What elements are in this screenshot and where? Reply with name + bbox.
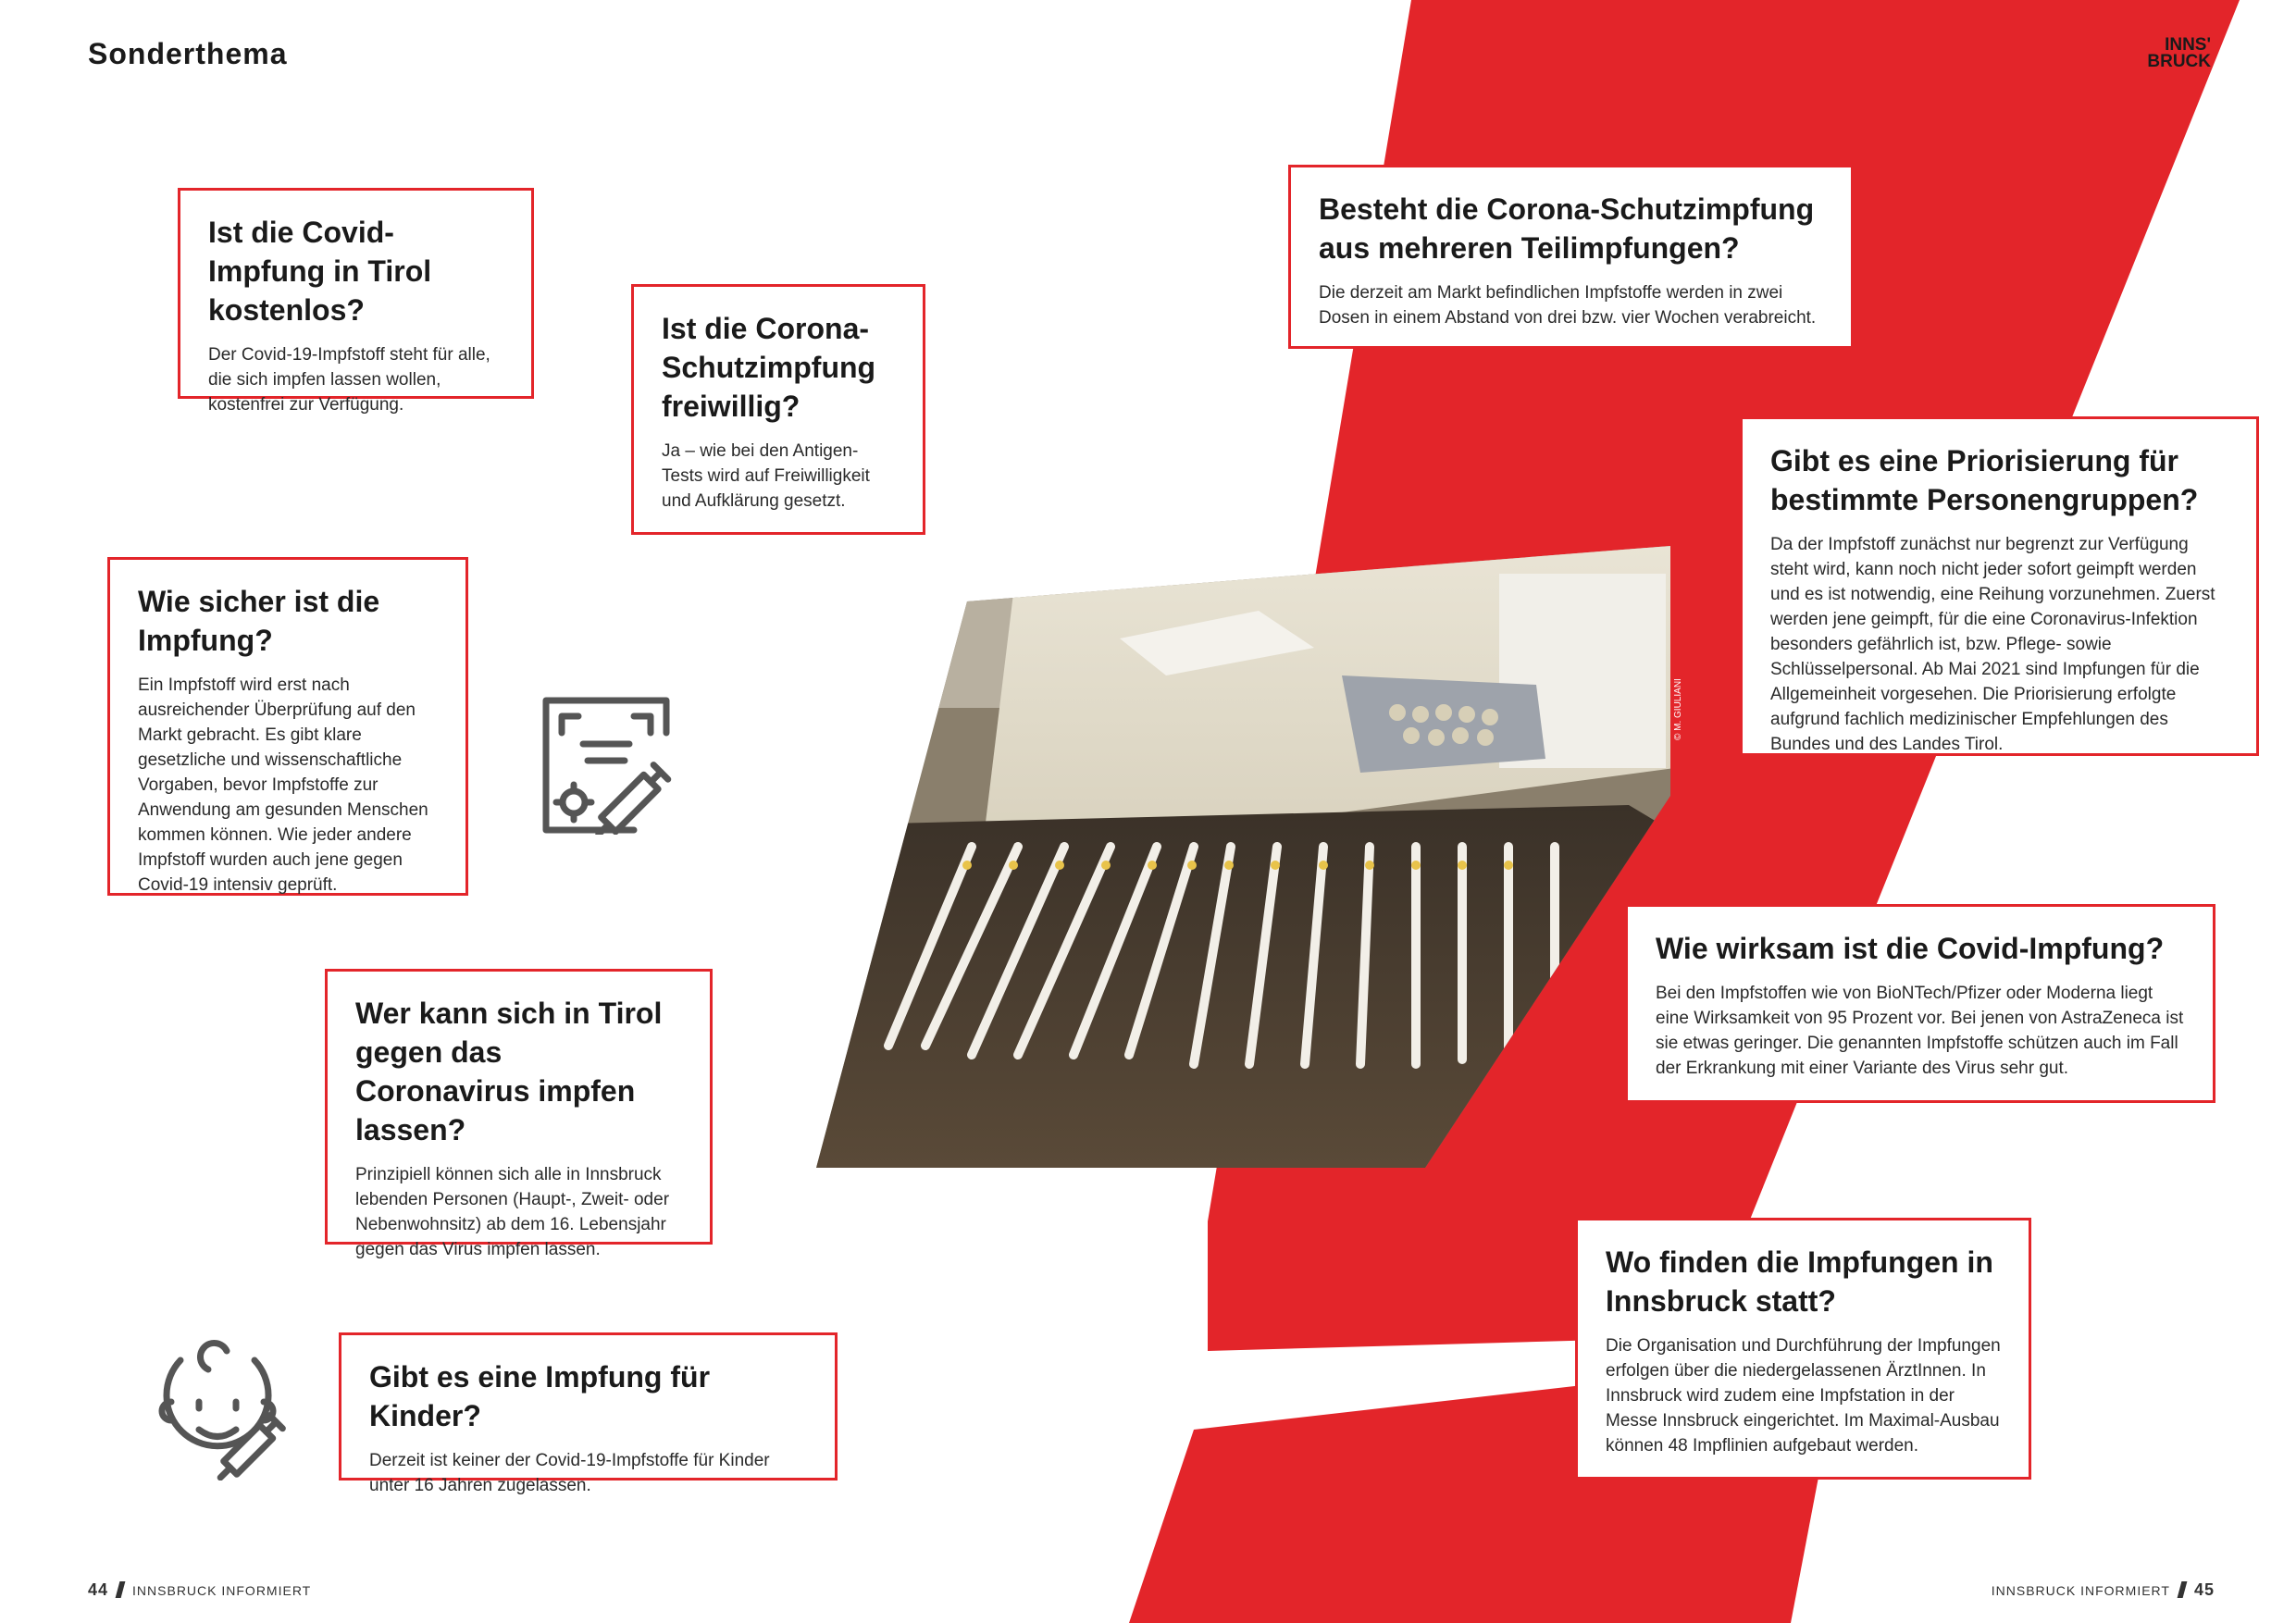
faq-answer: Bei den Impfstoffen wie von BioNTech/Pfizer oder Moderna liegt eine Wirksamkeit von 95 Prozent vor. Bei jenen von AstraZeneca ist sie etwas geringer. Die genannten Impfstoffe schützen auch im Fall der Erkrankung mit einer Variante des Virus sehr gut. (1656, 984, 2184, 1078)
vaccine-certificate-icon (541, 696, 689, 835)
page-number: 44 (88, 1580, 109, 1599)
faq-question: Gibt es eine Impfung für Kinder? (369, 1360, 711, 1432)
innsbruck-logo: INNS' BRUCK (2147, 35, 2211, 71)
faq-answer: Derzeit ist keiner der Covid-19-Impfstoffe für Kinder unter 16 Jahren zugelassen. (369, 1451, 770, 1495)
faq-card-kinder (339, 1332, 838, 1495)
page-number: 45 (2193, 1580, 2215, 1599)
divider (116, 1581, 126, 1598)
faq-answer: Da der Impfstoff zunächst nur begrenzt zur Verfügung steht wird, kann noch nicht jeder sofort geimpft werden und es ist notwendig, eine Reihung vorzunehmen. Zuerst werden jene geimpft, für die eine Coronavirus-Infektion besonders gefährlich ist, bzw. Pflege- sowie Schlüsselpersonal. Ab Mai 2021 sind Impfungen für die Allgemeinheit vorgesehen. Die Priorisierung erfolgte aufgrund fachlich medizinischer Empfehlungen des Bundes und des Landes Tirol. (1770, 535, 2215, 754)
faq-card-teilimpfungen (1288, 165, 1854, 349)
faq-card-wer (325, 969, 713, 1259)
faq-answer: Der Covid-19-Impfstoff steht für alle, die sich impfen lassen wollen, kostenfrei zur Verfügung. (208, 345, 490, 415)
divider (2178, 1581, 2188, 1598)
faq-card-sicher (107, 557, 468, 896)
faq-answer: Die Organisation und Durchführung der Impfungen erfolgen über die niedergelassenen ÄrztInnen. In Innsbruck wird zudem eine Impfstation in der Messe Innsbruck eingerichtet. Im Maximal-Ausbau können 48 Impflinien aufgebaut werden. (1606, 1336, 2001, 1456)
faq-question: Wie sicher ist die Impfung? (138, 585, 380, 657)
footer-label: INNSBRUCK INFORMIERT (132, 1583, 312, 1598)
faq-card-wo (1575, 1218, 2031, 1480)
baby-vaccine-icon (148, 1332, 305, 1481)
faq-card-priorisierung (1740, 416, 2259, 756)
faq-card-freiwillig (631, 284, 925, 535)
faq-question: Wie wirksam ist die Covid-Impfung? (1656, 932, 2165, 965)
faq-question: Besteht die Corona-Schutzimpfung aus mehreren Teilimpfungen? (1319, 192, 1815, 265)
faq-question: Ist die Corona-Schutzimpfung freiwillig? (662, 312, 876, 423)
faq-answer: Ein Impfstoff wird erst nach ausreichender Überprüfung auf den Markt gebracht. Es gibt klare gesetzliche und wissenschaftliche Vorgaben, bevor Impfstoffe zur Anwendung am gesunden Menschen kommen können. Wie jeder andere Impfstoff wurden auch jene gegen Covid-19 intensiv geprüft. (138, 675, 428, 895)
footer-left (88, 1580, 311, 1600)
faq-question: Gibt es eine Priorisierung für bestimmte Personengruppen? (1770, 444, 2199, 516)
footer-right (1992, 1580, 2215, 1600)
section-title: Sonderthema (88, 37, 288, 70)
faq-question: Wo finden die Impfungen in Innsbruck statt? (1606, 1245, 1993, 1318)
faq-card-kostenlos (178, 188, 534, 415)
faq-answer: Die derzeit am Markt befindlichen Impfstoffe werden in zwei Dosen in einem Abstand von drei bzw. vier Wochen verabreicht. (1319, 283, 1817, 328)
faq-answer: Ja – wie bei den Antigen-Tests wird auf Freiwilligkeit und Aufklärung gesetzt. (662, 441, 870, 511)
faq-question: Ist die Covid-Impfung in Tirol kostenlos? (208, 216, 432, 327)
faq-card-wirksam (1625, 904, 2215, 1103)
faq-question: Wer kann sich in Tirol gegen das Coronavirus impfen lassen? (355, 997, 663, 1146)
faq-answer: Prinzipiell können sich alle in Innsbruck lebenden Personen (Haupt-, Zweit- oder Nebenwohnsitz) ab dem 16. Lebensjahr gegen das Virus impfen lassen. (355, 1165, 670, 1259)
photo-credit: © M. GIULIANI (1673, 678, 1683, 740)
footer-label: INNSBRUCK INFORMIERT (1991, 1583, 2170, 1598)
